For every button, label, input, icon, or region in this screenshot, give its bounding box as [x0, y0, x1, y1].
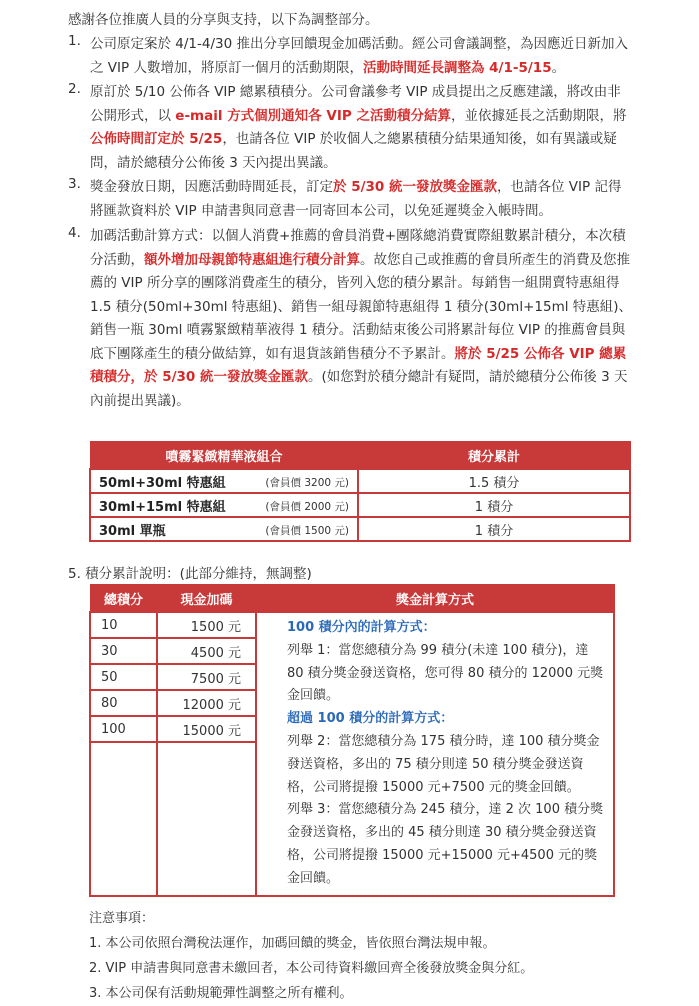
item-text: 。	[551, 59, 566, 76]
table-header: 現金加碼	[157, 585, 256, 613]
level-cell: 100	[90, 716, 157, 742]
intro-text: 感謝各位推廣人員的分享與支持，以下為調整部分。	[68, 12, 379, 28]
table-row	[90, 469, 630, 493]
item-text: 。(如您對於積分總計有疑問，請於總積分公佈後 3 天內前提出異議)。	[90, 369, 628, 409]
item-body	[90, 225, 634, 413]
product-points: 1 積分	[358, 517, 630, 541]
product-price: (會員價 3200 元)	[265, 476, 349, 489]
notes-section	[89, 906, 533, 1006]
desc-heading: 100 積分內的計算方式：	[287, 620, 436, 635]
item-text: ，也請各位 VIP 記得將匯款資料於 VIP 申請書與同意書一同寄回本公司，以免延遲獎金入帳時間。	[90, 179, 622, 219]
cash-cell: 15000 元	[157, 716, 256, 742]
item-highlight: 於 5/30 統一發放獎金匯款	[333, 179, 498, 195]
table-header: 總積分	[90, 585, 157, 613]
item-highlight: 額外增加母親節特惠組進行積分計算	[144, 251, 360, 268]
section-5-heading: 5. 積分累計說明：(此部分維持，無調整)	[68, 566, 312, 582]
bonus-description	[256, 612, 614, 896]
table-header: 噴霧緊緻精華液組合	[90, 442, 358, 470]
notes-title: 注意事項：	[89, 911, 155, 926]
item-body	[90, 33, 634, 80]
item-2	[68, 81, 634, 175]
product-points: 1 積分	[358, 493, 630, 517]
note-item: 1. 本公司依照台灣稅法運作，加碼回饋的獎金，皆依照台灣法規申報。	[89, 936, 496, 951]
item-3	[68, 176, 634, 223]
cash-cell: 7500 元	[157, 664, 256, 690]
item-text: ，也請各位 VIP 於收個人之總累積積分結果通知後，如有異議或疑問，請於總積分公佈後 3 天內提出異議。	[90, 131, 617, 171]
table-row	[90, 493, 630, 517]
level-cell: 10	[90, 612, 157, 638]
item-text: ，並依據延長之活動期限，將	[450, 107, 627, 124]
product-name: 30ml+15ml 特惠組	[99, 499, 226, 515]
cash-cell: 12000 元	[157, 690, 256, 716]
item-number: 2.	[68, 81, 81, 97]
item-number: 4.	[68, 225, 81, 241]
product-name: 30ml 單瓶	[99, 523, 166, 539]
item-text: 公司原定案於 4/1-4/30 推出分享回饋現金加碼活動。經公司會議調整，為因應近日新加入之 VIP 人數增加，將原訂一個月的活動期限，	[90, 36, 628, 76]
desc-example: 列舉 3：當您總積分為 245 積分，達 2 次 100 積分獎金發送資格，多出的 45 積分則達 30 積分獎金發送資格，公司將提撥 15000 元+15000 元+4500 元的獎金回饋。	[287, 802, 604, 886]
desc-example: 列舉 2：當您總積分為 175 積分時，達 100 積分獎金發送資格，多出的 75 積分則達 50 積分獎金發送資格，公司將提撥 15000 元+7500 元的獎金回饋。	[287, 733, 600, 795]
item-highlight: 公佈時間訂定於 5/25	[90, 131, 223, 147]
item-number: 1.	[68, 33, 81, 49]
item-highlight: 將於 5/25 公佈各 VIP 總累積積分，於 5/30 統一發放獎金匯款	[90, 345, 627, 385]
note-item: 2. VIP 申請書與同意書未繳回者，本公司待資料繳回齊全後發放獎金與分紅。	[89, 961, 534, 976]
table-header: 積分累計	[358, 442, 630, 470]
product-name: 50ml+30ml 特惠組	[99, 475, 226, 491]
product-price: (會員價 2000 元)	[265, 500, 349, 513]
level-cell: 50	[90, 664, 157, 690]
item-text: 。故您自己或推薦的會員所產生的消費及您推薦的 VIP 所分享的團隊消費產生的積分，皆列入您的積分累計。每銷售一組開賣特惠組得 1.5 積分(50ml+30ml 特惠組)、銷售一組母親節特惠組得 1 積分(30ml+15ml 特惠組)、銷售一瓶 30ml 噴霧緊緻精華液得 1 積分。活動結束後公司將累計每位 VIP 的推薦會員與底下團隊產生的積分做結算，如有退貨該銷售積分不予累計。	[90, 251, 633, 362]
item-body	[90, 81, 634, 175]
item-4	[68, 225, 634, 413]
item-highlight: 活動時間延長調整為 4/1-5/15	[362, 59, 552, 76]
level-cell: 30	[90, 638, 157, 664]
product-price: (會員價 1500 元)	[265, 524, 349, 537]
table-header: 獎金計算方式	[256, 585, 614, 613]
points-table	[89, 441, 631, 542]
table-row	[90, 517, 630, 541]
item-highlight: e-mail 方式個別通知各 VIP 之活動積分結算	[175, 107, 451, 124]
cash-cell: 4500 元	[157, 638, 256, 664]
item-number: 3.	[68, 176, 81, 192]
cash-cell: 1500 元	[157, 612, 256, 638]
product-points: 1.5 積分	[358, 469, 630, 493]
desc-example: 列舉 1：當您總積分為 99 積分(未達 100 積分)，達 80 積分獎金發送資格，您可得 80 積分的 12000 元獎金回饋。	[287, 642, 604, 704]
item-body	[90, 176, 634, 223]
table-row	[90, 612, 614, 638]
desc-heading: 超過 100 積分的計算方式：	[287, 711, 454, 727]
note-item: 3. 本公司保有活動規範彈性調整之所有權利。	[89, 986, 353, 1001]
item-1	[68, 33, 634, 80]
item-text: 加碼活動計算方式：以個人消費+推薦的會員消費+團隊總消費實際組數累計積分，本次積分活動，	[90, 228, 626, 268]
bonus-table	[89, 584, 615, 897]
level-cell: 80	[90, 690, 157, 716]
item-text: 獎金發放日期，因應活動時間延長，訂定	[90, 179, 333, 195]
item-text: 原訂於 5/10 公佈各 VIP 總累積積分。公司會議參考 VIP 成員提出之反應建議，將改由非公開形式，以	[90, 84, 621, 124]
